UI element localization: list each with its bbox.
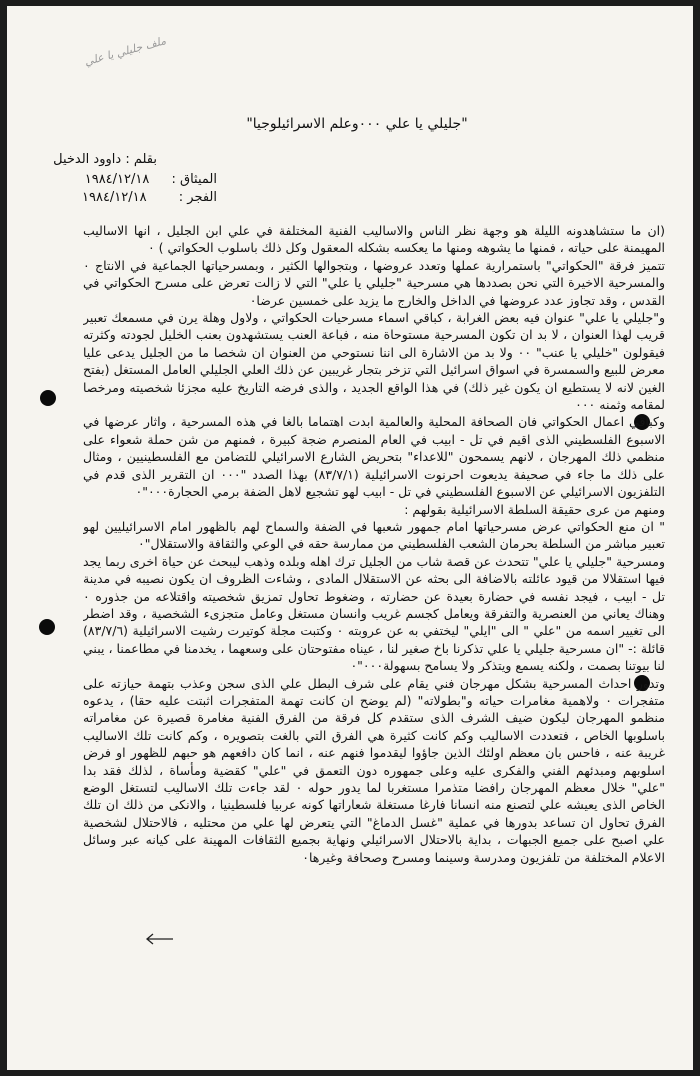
continuation-arrow-icon (143, 932, 175, 946)
paragraph: و"جليلي يا علي" عنوان فيه بعض الغرابة ، كباقي اسماء مسرحيات الحكواتي ، ولاول وهلة يرن في مسمعك تعبير قريب لهذا العنوان ، لا بد ان تكون المسرحية مستوحاة منه ، فباعة العنب يستشهدون بعنب الخليل لجودته وكثرته فيقولون "خليلي يا عنب" ٠٠ ولا بد من الاشارة الى اننا نستوحي من العنوان ان شخصا ما من الجليل يدعى عليا معرض للبيع والسمسرة في اسواق اسرائيل التي تزخر بتجار غريبين عن ذلك العلي الجليلي العامل المستغل (بفتح الغين لانه لا يستطيع ان يكون غير ذلك) في هذا الواقع الجديد ، والذى فرضه التاريخ عليه مجزئا شخصيته ومرخصا لمقامه وثمنه ٠٠٠ (83, 310, 665, 413)
punch-hole-left-bottom (39, 619, 55, 635)
paragraph: (ان ما ستشاهدونه الليلة هو وجهة نظر الناس والاساليب الفنية المختلفة في علي ابن الجليل ، انها الاساليب المهيمنة على حياته ، فمنها ما يشوهه ومنها ما يعكسه بشكله المعقول وكل ذلك باسلوب الحكواتي ) ٠ (83, 223, 665, 256)
author-name: داوود الدخيل (53, 152, 122, 167)
paragraph: ومنهم من عرى حقيقة السلطة الاسرائيلية بقولهم : (404, 501, 665, 517)
document-page (7, 6, 693, 1070)
handwritten-note: ملف جليلي يا علي (83, 34, 168, 69)
source-date: ١٩٨٤/١٢/١٨ (84, 172, 150, 187)
article-title: "جليلي يا علي ٠٠٠وعلم الاسرائيلوجيا" (246, 116, 468, 132)
article-body (83, 222, 665, 942)
source-name: الميثاق : (171, 172, 217, 187)
paragraph: " ان منع الحكواتي عرض مسرحياتها امام جمهور شعبها في الضفة والسماح لهم بالظهور امام الاسرائيليين لهو تعبير مباشر من السلطة بحرمان الشعب الفلسطيني من ممارسة حقه في الوعي والثقافة والاستقلال"٠ (83, 518, 665, 552)
paragraph: ومسرحية "جليلي يا علي" تتحدث عن قصة شاب من الجليل ترك اهله وبلده وذهب ليبحث عن حياة اخرى ربما يجد فيها استقلالا من قيود عائلته بالاضافة الى بحثه عن الاستقلال المادى ، وشاءت الظروف ان يكون نصيبه في مدينة تل - ابيب ، فيجد نفسه في حضارة بعيدة عن حضارته ، وضغوط تحاول تمزيق شخصيته واقتلاعه من جذوره ٠ وهناك يعاني من العنصرية والتفرقة ويعامل كجسم غريب وانسان مستغل وعامل متجزىء الشخصية ، وقد اضطر الى تغيير اسمه من "علي " الى "ايلي" ليختفي به عن عروبته ٠ وكتبت مجلة كوتيرت رشيت الاسرائيلية (٨٣/٧/٦) قائلة :- "ان مسرحية جليلي يا علي تذكرنا باخ صغير لنا ، عيناه مفتوحتان على وسعهما ، يخدمنا في مطاعمنا ، يبني لنا بيوتنا بصمت ، ولكنه يسمع ويتذكر ولا يسامح بسهولة٠٠٠"٠ (83, 553, 665, 674)
paragraph: تتميز فرقة "الحكواتي" باستمرارية عملها وتعدد عروضها ، وبتجوالها الكثير ، وبمسرحياتها الجماعية في الانتاج ٠ والمسرحية الاخيرة التي نحن بصددها هي مسرحية "جليلي يا علي" التي لا زالت تعرض على مسرح الحكواتي في القدس ، وقد تجاوز عدد عروضها في الداخل والخارج ما يزيد على خمسين عرضا٠ (83, 257, 665, 308)
byline (53, 152, 157, 167)
paragraph: وكباقي اعمال الحكواتي فان الصحافة المحلية والعالمية ابدت اهتماما بالغا في هذه المسرحية ، واثار عرضها في الاسبوع الفلسطيني الذى اقيم في تل - ابيب في العام المنصرم ضجة كبيرة ، فمنهم من شن حملة شعواء على منظمي ذلك المهرجان ، لانهم يسمحون "للاعداء" بتحريض الشارع الاسرائيلي للتضامن مع الفلسطينيين ، ومثال على ذلك ما جاء في صحيفة يديعوت احرنوت الاسرائيلية (٨٣/٧/١) بهذا الصدد "٠٠٠ ان التقرير الذى قدم في التلفزيون الاسرائيلي عن الاسبوع الفلسطيني في تل - ابيب لهو تشجيع لاهل الضفة برمي الحجارة٠٠٠"٠ (83, 414, 665, 500)
byline-label: بقلم : (125, 152, 157, 167)
source-line (82, 190, 217, 205)
source-line (85, 172, 217, 187)
source-date: ١٩٨٤/١٢/١٨ (82, 190, 147, 205)
paragraph: وتدور احداث المسرحية بشكل مهرجان فني يقام على شرف البطل علي الذى سجن وعذب بتهمة حيازته على متفجرات ٠ ولاهمية مغامرات حياته و"بطولاته" (لم يوضح ان كانت تهمة المتفجرات اثبتت عليه حقا) ، يدعوه منظمو المهرجان ليكون ضيف الشرف الذى ستقدم كل فرقة من الفرق الفنية مغامرة قصيرة عن مغامراته باسلوبها الخاص ، فتعددت الاساليب وكم كانت كثيرة هي الفرق التي بالغت بتصويره ، وكم كانت تلك الاساليب غريبة عنه ، فاحس بان معظم اولئك الذين جاؤوا ليقدموا فنهم عنه ، انما كان دافعهم هو حبهم للظهور او فرض اسلوبهم ومبدئهم الفني والفكرى عليه وعلى جمهوره دون التعمق في "علي" كقضية ومأساة ، لذلك فقد بدا "علي" خلال معظم المهرجان رافضا متذمرا مستغربا لما يدور حوله ٠ لقد جاءت تلك الاساليب لتستغل الوضع الخاص الذى يعيشه علي لتصنع منه انسانا فارغا مستغلة شعاراتها كونه عربيا فلسطينيا ، والانكى من ذلك ان تلك الفرق تحاول ان تساعد بدورها في عملية "غسل الدماغ" التي يتعرض لها علي من محتليه ، فالاحتلال لشخصية علي اصبح على جميع الجبهات ، بداية بالاحتلال الاسرائيلي ونهاية بجميع الثقافات المهينة على كيانه عبر وسائل الاعلام المختلفة من تلفزيون ومدرسة وسينما ومسرح وصحافة وغيرها٠ (83, 675, 665, 865)
source-name: الفجر : (178, 190, 217, 205)
punch-hole-left-top (40, 390, 56, 406)
